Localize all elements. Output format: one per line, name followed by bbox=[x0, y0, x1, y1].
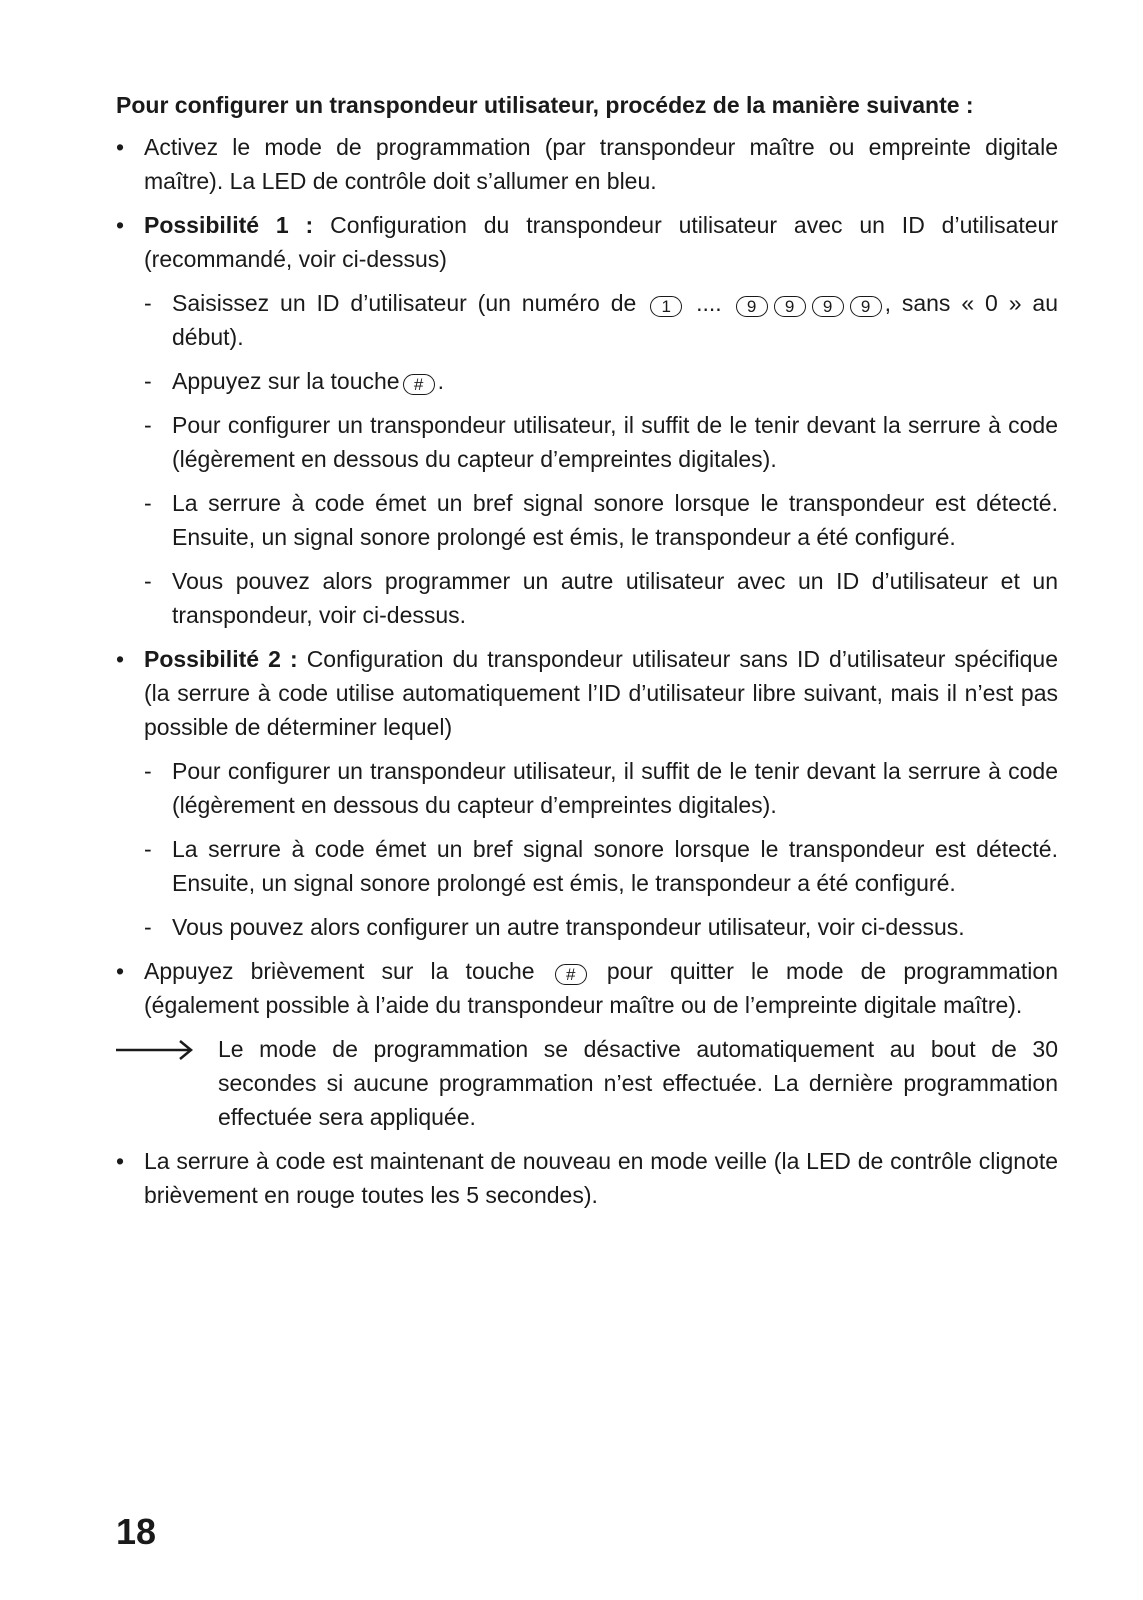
bullet-standby bbox=[116, 1144, 1058, 1212]
bullet-text: Activez le mode de programmation (par transpondeur maître ou empreinte digitale maître). La LED de contrôle doit s’allumer en bleu. bbox=[144, 134, 1058, 194]
key-9-icon: 9 bbox=[736, 296, 768, 317]
bullet-mark: • bbox=[116, 958, 125, 984]
ellipsis: .... bbox=[696, 290, 722, 316]
bullet-mark: • bbox=[116, 134, 125, 160]
bullet-activate-programming bbox=[116, 130, 1058, 198]
dash-mark: - bbox=[144, 412, 152, 438]
step-text: Vous pouvez alors programmer un autre utilisateur avec un ID d’utilisateur et un transpondeur, voir ci-dessus. bbox=[172, 568, 1058, 628]
step-text: Saisissez un ID d’utilisateur (un numéro de bbox=[172, 290, 637, 316]
note-text: Le mode de programmation se désactive automatiquement au bout de 30 secondes si aucune programmation n’est effectuée. La dernière programmation effectuée sera appliquée. bbox=[218, 1036, 1058, 1130]
bullet-option-2 bbox=[116, 642, 1058, 744]
bullet-exit-programming bbox=[116, 954, 1058, 1022]
dash-mark: - bbox=[144, 290, 152, 316]
step-hold-transponder bbox=[116, 754, 1058, 822]
step-text: Appuyez sur la touche bbox=[172, 368, 400, 394]
step-text: Pour configurer un transpondeur utilisateur, il suffit de le tenir devant la serrure à code (légèrement en dessous du capteur d’empreintes digitales). bbox=[172, 412, 1058, 472]
option-2-text: Configuration du transpondeur utilisateur sans ID d’utilisateur spécifique (la serrure à code utilise automatiquement l’ID d’utilisateur libre suivant, mais il n’est pas possible de déterminer lequel) bbox=[144, 646, 1059, 740]
dash-mark: - bbox=[144, 836, 152, 862]
bullet-text-end: pour quitter le mode de programmation (également possible à l’aide du transpondeur maître ou de l’empreinte digitale maître). bbox=[144, 958, 1058, 1018]
dash-mark: - bbox=[144, 758, 152, 784]
step-program-another bbox=[116, 564, 1058, 632]
key-1-icon: 1 bbox=[650, 296, 682, 317]
step-hold-transponder bbox=[116, 408, 1058, 476]
step-enter-user-id bbox=[116, 286, 1058, 354]
step-text: Pour configurer un transpondeur utilisateur, il suffit de le tenir devant la serrure à code (légèrement en dessous du capteur d’empreintes digitales). bbox=[172, 758, 1058, 818]
key-9-icon: 9 bbox=[850, 296, 882, 317]
note-auto-timeout bbox=[116, 1032, 1058, 1134]
bullet-mark: • bbox=[116, 1148, 125, 1174]
step-text: La serrure à code émet un bref signal sonore lorsque le transpondeur est détecté. Ensuite, un signal sonore prolongé est émis, le transpondeur a été configuré. bbox=[172, 490, 1058, 550]
dash-mark: - bbox=[144, 914, 152, 940]
step-beep-confirmation bbox=[116, 832, 1058, 900]
key-9-icon: 9 bbox=[774, 296, 806, 317]
bullet-text: La serrure à code est maintenant de nouveau en mode veille (la LED de contrôle clignote brièvement en rouge toutes les 5 secondes). bbox=[144, 1148, 1058, 1208]
section-heading: Pour configurer un transpondeur utilisateur, procédez de la manière suivante : bbox=[116, 92, 974, 118]
option-1-text: Configuration du transpondeur utilisateur avec un ID d’utilisateur (recommandé, voir ci-dessus) bbox=[144, 212, 1058, 272]
bullet-mark: • bbox=[116, 212, 125, 238]
dash-mark: - bbox=[144, 490, 152, 516]
step-beep-confirmation bbox=[116, 486, 1058, 554]
key-hash-icon: # bbox=[403, 374, 435, 395]
bullet-mark: • bbox=[116, 646, 125, 672]
step-text-end: , sans « 0 » au début). bbox=[172, 290, 1058, 350]
step-text-end: . bbox=[437, 368, 444, 394]
arrow-right-icon bbox=[116, 1038, 194, 1062]
step-press-hash bbox=[116, 364, 1058, 398]
bullet-option-1 bbox=[116, 208, 1058, 276]
step-text: Vous pouvez alors configurer un autre transpondeur utilisateur, voir ci-dessus. bbox=[172, 914, 965, 940]
option-2-label: Possibilité 2 : bbox=[144, 646, 298, 672]
step-configure-another bbox=[116, 910, 1058, 944]
option-1-label: Possibilité 1 : bbox=[144, 212, 314, 238]
key-9-icon: 9 bbox=[812, 296, 844, 317]
step-text: La serrure à code émet un bref signal sonore lorsque le transpondeur est détecté. Ensuite, un signal sonore prolongé est émis, le transpondeur a été configuré. bbox=[172, 836, 1058, 896]
key-hash-icon: # bbox=[555, 964, 587, 985]
dash-mark: - bbox=[144, 368, 152, 394]
dash-mark: - bbox=[144, 568, 152, 594]
document-body bbox=[116, 88, 1058, 1222]
bullet-text: Appuyez brièvement sur la touche bbox=[144, 958, 535, 984]
page-number: 18 bbox=[116, 1511, 157, 1552]
